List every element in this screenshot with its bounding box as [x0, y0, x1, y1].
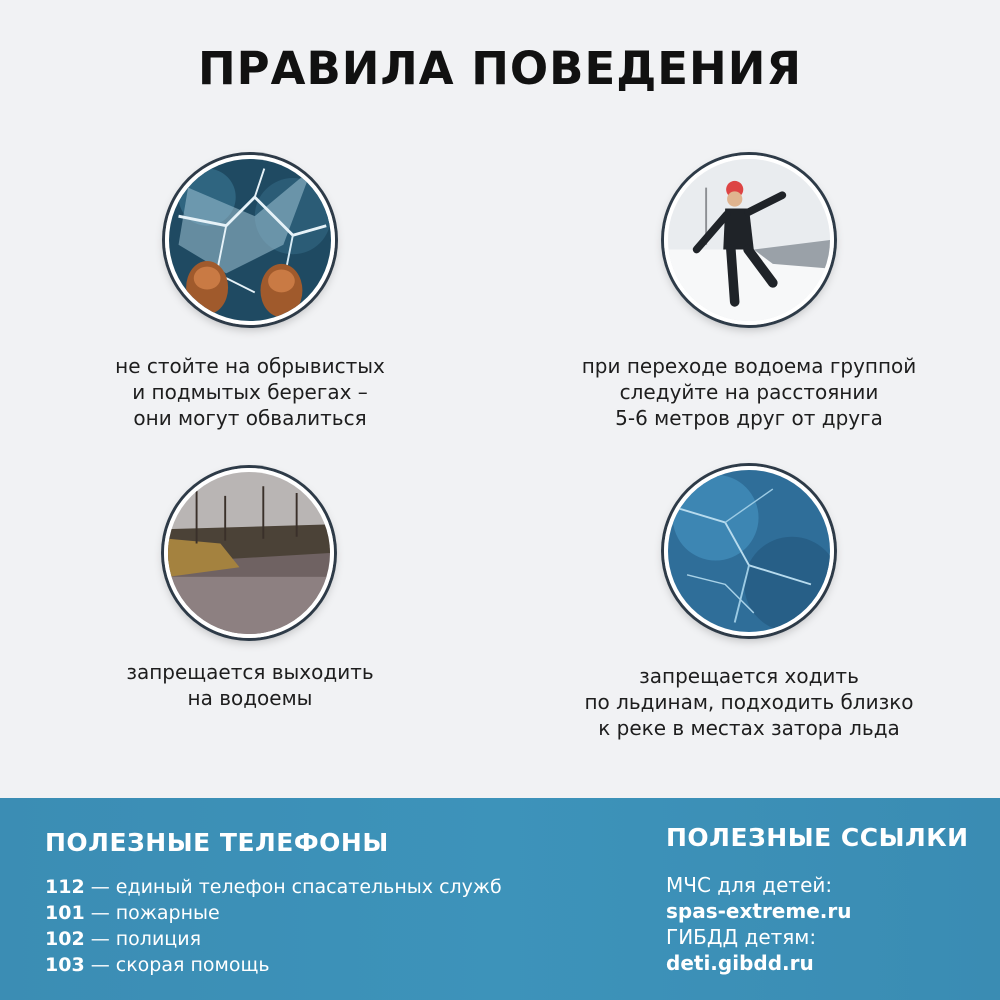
rule-caption-2: при переходе водоема группой следуйте на расстоянии 5-6 метров друг от друга — [581, 354, 917, 430]
footer-band — [0, 798, 1000, 1000]
photo-blue-ice — [664, 466, 834, 636]
page-title: ПРАВИЛА ПОВЕДЕНИЯ — [197, 42, 803, 95]
rule-caption-3: запрещается выходить на водоемы — [126, 660, 374, 710]
photo-cracked-ice — [165, 155, 335, 325]
phones-list — [45, 874, 502, 978]
rule-caption-4: запрещается ходить по льдинам, подходить близко к реке в местах затора льда — [584, 664, 914, 740]
rule-caption-1: не стойте на обрывистых и подмытых берегах – они могут обвалиться — [115, 354, 385, 430]
link-label: МЧС для детей: — [666, 873, 833, 897]
link-label: ГИБДД детям: — [666, 925, 817, 949]
link-spas-extreme[interactable]: spas-extreme.ru — [666, 899, 852, 923]
phones-heading: ПОЛЕЗНЫЕ ТЕЛЕФОНЫ — [45, 828, 389, 857]
phone-item: 103 — скорая помощь — [45, 954, 270, 976]
phone-item: 102 — полиция — [45, 928, 202, 950]
phone-item: 112 — единый телефон спасательных служб — [45, 876, 502, 898]
photo-river-bank — [164, 468, 334, 638]
links-list — [666, 872, 851, 976]
links-heading: ПОЛЕЗНЫЕ ССЫЛКИ — [666, 823, 969, 852]
phone-item: 101 — пожарные — [45, 902, 220, 924]
photo-man-on-ice — [664, 155, 834, 325]
link-deti-gibdd[interactable]: deti.gibdd.ru — [666, 951, 814, 975]
